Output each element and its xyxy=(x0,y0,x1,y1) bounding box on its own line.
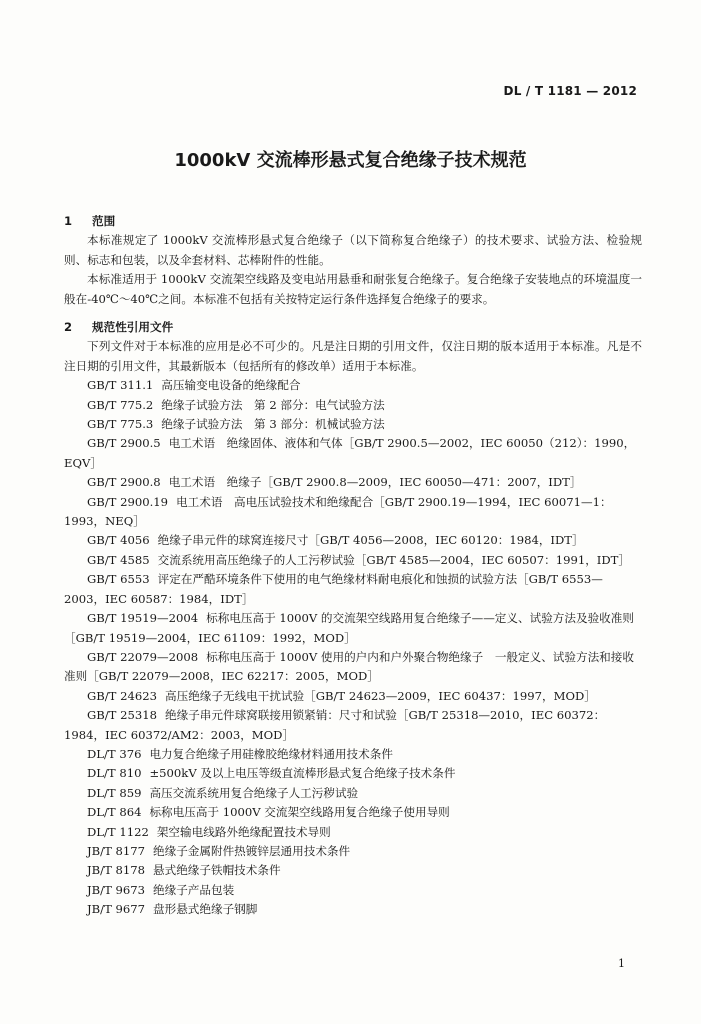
section-number: 1 xyxy=(64,214,73,228)
reference-title: 绝缘子试验方法 第 3 部分：机械试验方法 xyxy=(161,417,385,432)
reference-item xyxy=(64,900,642,919)
reference-code: JB/T 9677 xyxy=(87,902,145,917)
reference-item xyxy=(64,764,642,783)
reference-code: GB/T 24623 xyxy=(87,688,157,703)
paragraph: 本标准适用于 1000kV 交流架空线路及变电站用悬垂和耐张复合绝缘子。复合绝缘子安装地点的环境温度一般在-40℃～40℃之间。本标准不包括有关按特定运行条件选择复合绝缘子的要求。 xyxy=(64,272,642,306)
reference-title: 高压交流系统用复合绝缘子人工污秽试验 xyxy=(149,785,359,800)
reference-title: 交流系统用高压绝缘子的人工污秽试验［GB/T 4585—2004，IEC 60507：1991，IDT］ xyxy=(157,552,630,567)
reference-code: DL/T 1122 xyxy=(87,824,149,839)
reference-title: 高压输变电设备的绝缘配合 xyxy=(161,378,301,393)
reference-title: 标称电压高于 1000V 交流架空线路用复合绝缘子使用导则 xyxy=(149,805,450,820)
reference-item xyxy=(64,881,642,900)
paragraph: 本标准规定了 1000kV 交流棒形悬式复合绝缘子（以下简称复合绝缘子）的技术要求、试验方法、检验规则、标志和包装，以及伞套材料、芯棒附件的性能。 xyxy=(64,233,642,267)
reference-code: GB/T 2900.19 xyxy=(87,494,169,509)
reference-title: 绝缘子试验方法 第 2 部分：电气试验方法 xyxy=(161,397,385,412)
reference-title: 盘形悬式绝缘子钢脚 xyxy=(153,902,258,917)
section-heading-scope xyxy=(64,212,642,231)
section-title: 规范性引用文件 xyxy=(92,320,174,335)
reference-code: JB/T 9673 xyxy=(87,882,145,897)
reference-title: 悬式绝缘子铁帽技术条件 xyxy=(153,863,281,878)
page-number: 1 xyxy=(618,957,625,970)
reference-item xyxy=(64,609,642,648)
paragraph: 下列文件对于本标准的应用是必不可少的。凡是注日期的引用文件，仅注日期的版本适用于本标准。凡是不注日期的引用文件，其最新版本（包括所有的修改单）适用于本标准。 xyxy=(64,339,642,373)
reference-item xyxy=(64,803,642,822)
document-body xyxy=(64,212,642,920)
reference-code: GB/T 25318 xyxy=(87,708,157,723)
document-title: 1000kV 交流棒形悬式复合绝缘子技术规范 xyxy=(174,150,527,171)
reference-item xyxy=(64,473,642,492)
reference-item xyxy=(64,706,642,745)
reference-title: 绝缘子串元件的球窝连接尺寸［GB/T 4056—2008，IEC 60120：1984，IDT］ xyxy=(157,533,584,548)
reference-item xyxy=(64,687,642,706)
section-number: 2 xyxy=(64,320,73,335)
reference-title: 电工术语 绝缘子［GB/T 2900.8—2009，IEC 60050—471：2007，IDT］ xyxy=(168,475,582,490)
reference-item xyxy=(64,784,642,803)
reference-code: GB/T 22079—2008 xyxy=(87,649,199,664)
reference-title: 标称电压高于 1000V 的交流架空线路用复合绝缘子——定义、试验方法及验收准则［GB/T 19519—2004，IEC 61109：1992，MOD］ xyxy=(64,611,634,645)
reference-title: 电力复合绝缘子用硅橡胶绝缘材料通用技术条件 xyxy=(149,746,393,761)
reference-code: GB/T 2900.5 xyxy=(87,436,161,451)
reference-code: DL/T 810 xyxy=(87,766,142,781)
reference-item xyxy=(64,861,642,880)
reference-item xyxy=(64,396,642,415)
reference-code: GB/T 4056 xyxy=(87,533,150,548)
reference-item xyxy=(64,376,642,395)
reference-code: GB/T 4585 xyxy=(87,552,150,567)
reference-code: GB/T 775.2 xyxy=(87,397,154,412)
document-code: DL / T 1181 — 2012 xyxy=(503,84,637,98)
reference-title: 架空输电线路外绝缘配置技术导则 xyxy=(156,824,331,839)
reference-code: JB/T 8178 xyxy=(87,863,145,878)
reference-title: 评定在严酷环境条件下使用的电气绝缘材料耐电痕化和蚀损的试验方法［GB/T 6553—2003，IEC 60587：1984，IDT］ xyxy=(64,572,603,606)
reference-item xyxy=(64,415,642,434)
reference-code: DL/T 859 xyxy=(87,785,142,800)
reference-code: GB/T 6553 xyxy=(87,572,150,587)
reference-item xyxy=(64,745,642,764)
section-heading-normative-references xyxy=(64,318,642,337)
reference-title: 电工术语 高电压试验技术和绝缘配合［GB/T 2900.19—1994，IEC 60071—1：1993，NEQ］ xyxy=(64,494,612,529)
reference-item xyxy=(64,531,642,550)
reference-title: 电工术语 绝缘固体、液体和气体［GB/T 2900.5—2002，IEC 60050（212）：1990，EQV］ xyxy=(64,436,636,470)
reference-list xyxy=(64,376,642,919)
reference-code: DL/T 376 xyxy=(87,746,142,761)
reference-item xyxy=(64,551,642,570)
reference-code: JB/T 8177 xyxy=(87,843,145,858)
reference-code: GB/T 311.1 xyxy=(87,378,154,393)
reference-title: 标称电压高于 1000V 使用的户内和户外聚合物绝缘子 一般定义、试验方法和接收准则［GB/T 22079—2008，IEC 62217：2005，MOD］ xyxy=(64,649,634,684)
reference-code: GB/T 19519—2004 xyxy=(87,611,199,626)
reference-code: GB/T 775.3 xyxy=(87,417,154,432)
reference-item xyxy=(64,434,642,473)
reference-item xyxy=(64,570,642,609)
reference-code: GB/T 2900.8 xyxy=(87,475,161,490)
reference-code: DL/T 864 xyxy=(87,805,142,820)
reference-item xyxy=(64,842,642,861)
reference-item xyxy=(64,823,642,842)
reference-item xyxy=(64,493,642,532)
reference-title: 绝缘子产品包装 xyxy=(153,882,235,897)
section-title: 范围 xyxy=(92,214,116,228)
reference-title: ±500kV 及以上电压等级直流棒形悬式复合绝缘子技术条件 xyxy=(149,766,456,781)
reference-title: 绝缘子金属附件热镀锌层通用技术条件 xyxy=(153,843,351,858)
reference-title: 绝缘子串元件球窝联接用锁紧销：尺寸和试验［GB/T 25318—2010，IEC 60372：1984，IEC 60372/AM2：2003，MOD］ xyxy=(64,708,606,742)
reference-title: 高压绝缘子无线电干扰试验［GB/T 24623—2009，IEC 60437：1997，MOD］ xyxy=(165,688,596,703)
reference-item xyxy=(64,648,642,687)
